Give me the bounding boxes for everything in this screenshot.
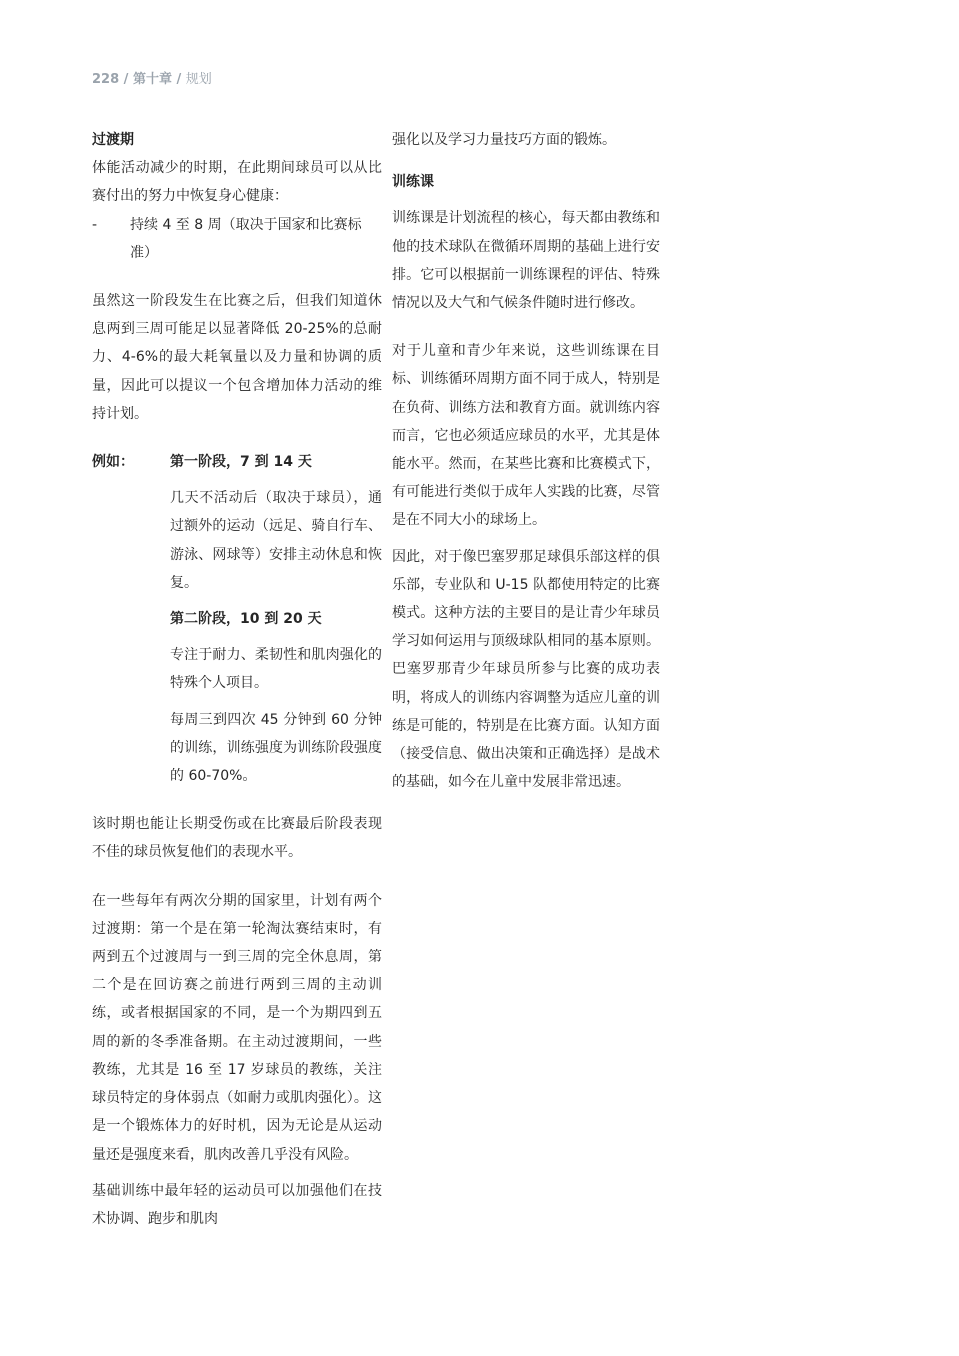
bullet-dash: - <box>92 216 98 233</box>
page-number: 228 <box>92 72 120 87</box>
header-separator: / <box>123 72 129 87</box>
core-paragraph: 训练课是计划流程的核心，每天都由教练和他的技术球队在微循环周期的基础上进行安排。它可以根据前一训练课程的评估、特殊情况以及大气和气候条件随时进行修改。 <box>392 210 660 312</box>
two-periods-paragraph: 在一些每年有两次分期的国家里，计划有两个过渡期：第一个是在第一轮淘汰赛结束时，有两到五个过渡周与一到三周的完全休息周，第二个是在回访赛之前进行两到三周的主动训练，或者根据国家的不同，是一个为期四到五周的新的冬季准备期。在主动过渡期间，一些教练，尤其是 16 至 17 岁球员的教练，关注球员特定的身体弱点（如耐力或肌肉强化）。这是一个锻炼体力的好时机，因为无论是从运动量还是强度来看，肌肉改善几乎没有风险。 <box>92 892 382 1163</box>
chapter-label: 第十章 <box>132 72 172 87</box>
phase1-title: 第一阶段，7 到 14 天 <box>170 454 312 471</box>
barcelona-paragraph: 因此，对于像巴塞罗那足球俱乐部这样的俱乐部，专业队和 U-15 队都使用特定的比赛模式。这种方法的主要目的是让青少年球员学习如何运用与顶级球队相同的基本原则。巴塞罗那青少年球员所参与比赛的成功表明，将成人的训练内容调整为适应儿童的训练是可能的，特别是在比赛方面。认知方面（接受信息、做出决策和正确选择）是战术的基础，如今在儿童中发展非常迅速。 <box>392 548 660 791</box>
youngest-paragraph: 基础训练中最年轻的运动员可以加强他们在技术协调、跑步和肌肉 <box>92 1182 382 1227</box>
bullet-text: 持续 4 至 8 周（取决于国家和比赛标准） <box>130 216 362 261</box>
phase2-title: 第二阶段，10 到 20 天 <box>170 611 322 628</box>
youth-paragraph: 对于儿童和青少年来说，这些训练课在目标、训练循环周期方面不同于成人，特别是在负荷、训练方法和教育方面。就训练内容而言，它也必须适应球员的水平，尤其是体能水平。然而，在某些比赛和比赛模式下，有可能进行类似于成年人实践的比赛，尽管是在不同大小的球场上。 <box>392 343 660 529</box>
right-column <box>392 126 660 796</box>
recover-paragraph: 该时期也能让长期受伤或在比赛最后阶段表现不佳的球员恢复他们的表现水平。 <box>92 816 382 861</box>
left-column <box>92 126 382 1233</box>
phase2-text-2: 每周三到四次 45 分钟到 60 分钟的训练，训练强度为训练阶段强度的 60-70%。 <box>170 711 382 785</box>
page-header <box>92 68 212 87</box>
phase1-text: 几天不活动后（取决于球员），通过额外的运动（远足、骑自行车、游泳、网球等）安排主动休息和恢复。 <box>170 490 382 591</box>
list-item <box>92 211 382 267</box>
header-separator-2: / <box>176 72 182 87</box>
example-label: 例如： <box>92 454 134 471</box>
section-label: 规划 <box>185 72 212 87</box>
transition-intro: 体能活动减少的时期，在此期间球员可以从比赛付出的努力中恢复身心健康： <box>92 160 382 205</box>
example-block <box>92 448 382 790</box>
reduction-paragraph: 虽然这一阶段发生在比赛之后，但我们知道休息两到三周可能足以显著降低 20-25%的总耐力、4-6%的最大耗氧量以及力量和协调的质量，因此可以提议一个包含增加体力活动的维持计划。 <box>92 293 382 422</box>
phase2-text-1: 专注于耐力、柔韧性和肌肉强化的特殊个人项目。 <box>170 647 382 692</box>
session-heading: 训练课 <box>392 174 434 191</box>
continuation-text: 强化以及学习力量技巧方面的锻炼。 <box>392 132 616 148</box>
transition-heading: 过渡期 <box>92 132 134 148</box>
example-body <box>170 448 382 790</box>
